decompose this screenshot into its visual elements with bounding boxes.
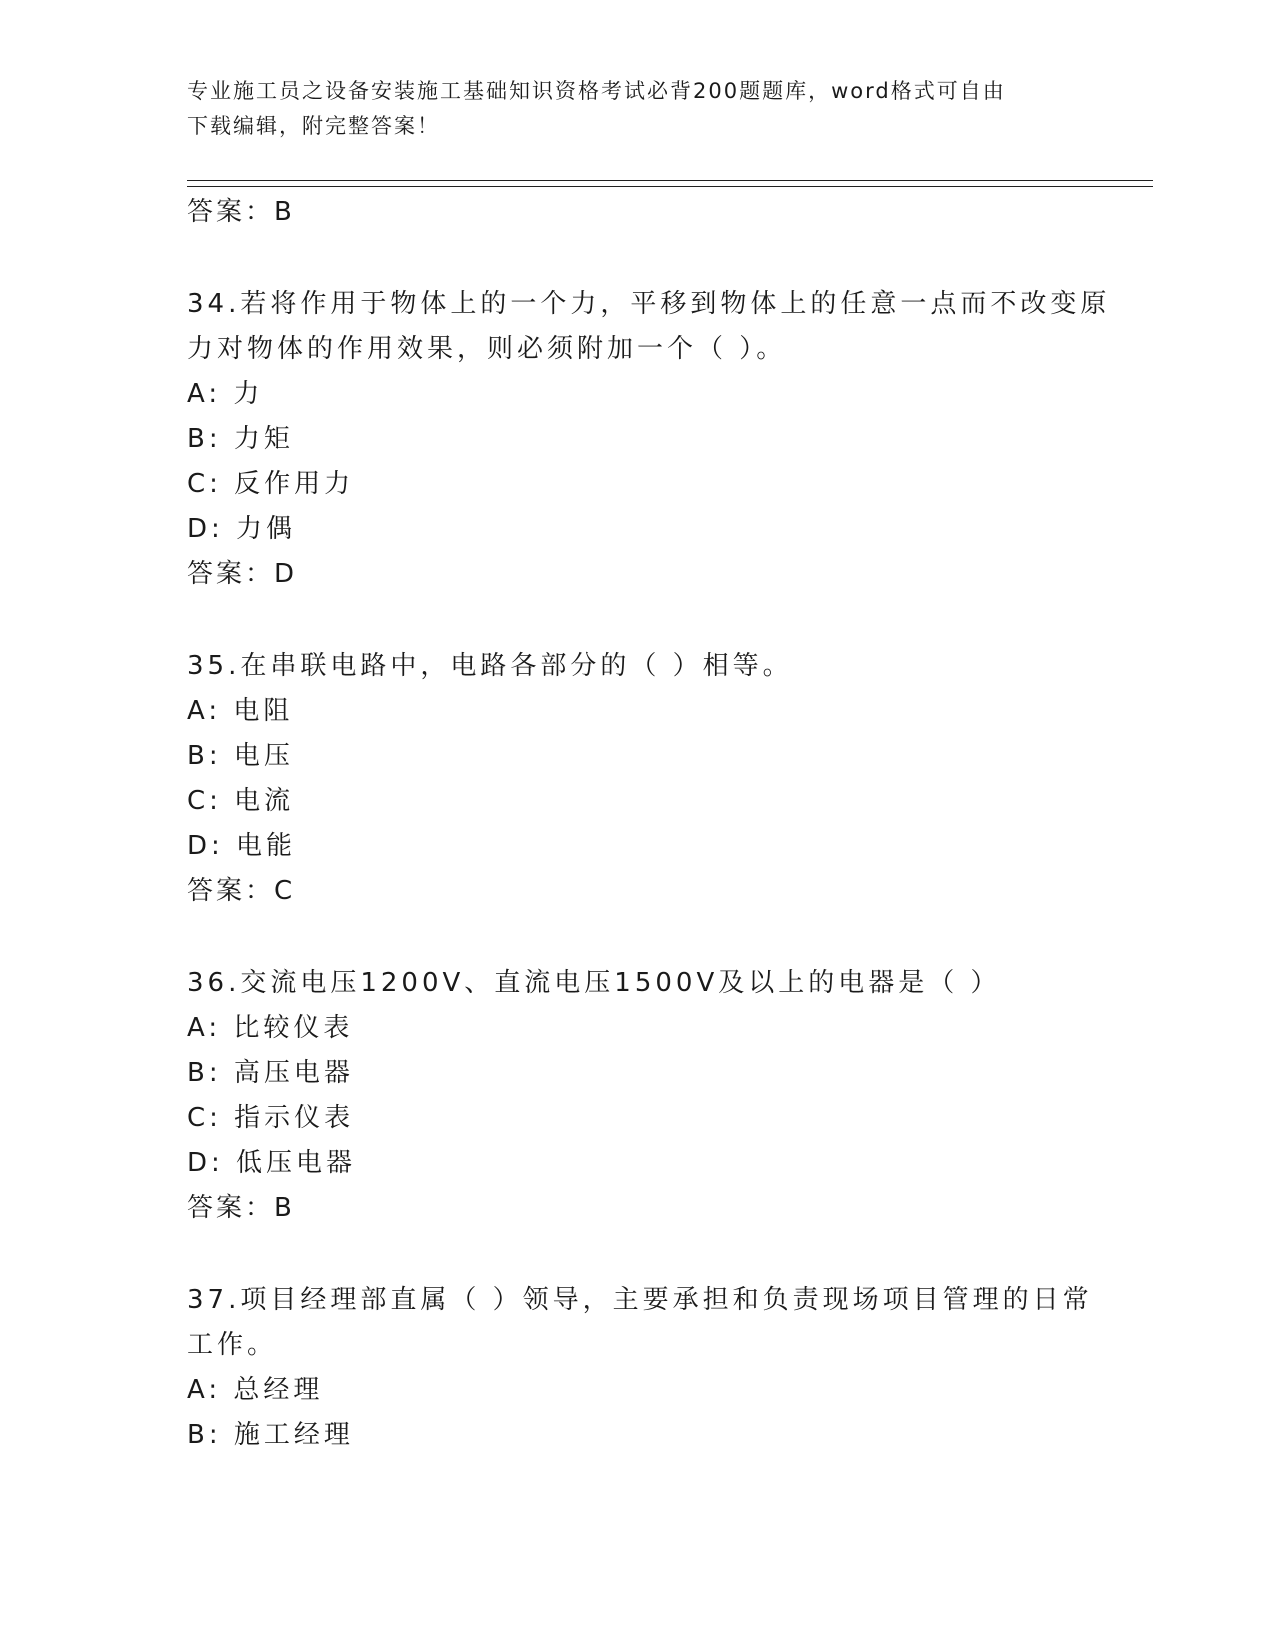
option-c: C: 电流	[187, 786, 295, 816]
header-title-line-1: 专业施工员之设备安装施工基础知识资格考试必背200题题库，word格式可自由	[187, 79, 1006, 103]
question-list	[187, 190, 1111, 1458]
option-d: D: 电能	[187, 831, 297, 861]
answer-line: 答案：D	[187, 559, 298, 589]
option-c: C: 反作用力	[187, 469, 355, 499]
option-d: D: 低压电器	[187, 1148, 357, 1178]
option-b: B: 电压	[187, 741, 294, 771]
question-stem-line: 力对物体的作用效果，则必须附加一个（ ）。	[187, 334, 787, 364]
question-36	[187, 961, 1087, 1231]
option-a: A: 比较仪表	[187, 1013, 354, 1043]
question-35	[187, 644, 1087, 914]
question-stem-line: 36.交流电压1200V、直流电压1500V及以上的电器是（ ）	[187, 968, 1001, 998]
option-a: A: 电阻	[187, 696, 294, 726]
option-c: C: 指示仪表	[187, 1103, 355, 1133]
option-b: B: 施工经理	[187, 1420, 354, 1450]
option-a: A: 力	[187, 379, 264, 409]
header-divider-bottom	[187, 186, 1153, 187]
question-34	[187, 282, 1111, 597]
answer-line: 答案：C	[187, 876, 296, 906]
question-stem-line: 工作。	[187, 1330, 278, 1360]
option-b: B: 高压电器	[187, 1058, 354, 1088]
option-d: D: 力偶	[187, 514, 297, 544]
question-stem-line: 34.若将作用于物体上的一个力，平移到物体上的任意一点而不改变原	[187, 289, 1111, 319]
option-b: B: 力矩	[187, 424, 294, 454]
header-divider-top	[187, 180, 1153, 181]
previous-answer: 答案：B	[187, 197, 295, 227]
page-header	[187, 74, 1087, 144]
question-stem-line: 35.在串联电路中，电路各部分的（ ）相等。	[187, 651, 793, 681]
question-37	[187, 1278, 1093, 1458]
answer-line: 答案：B	[187, 1193, 295, 1223]
header-title-line-2: 下载编辑，附完整答案！	[187, 114, 440, 138]
option-a: A: 总经理	[187, 1375, 324, 1405]
question-stem-line: 37.项目经理部直属（ ）领导，主要承担和负责现场项目管理的日常	[187, 1285, 1093, 1315]
